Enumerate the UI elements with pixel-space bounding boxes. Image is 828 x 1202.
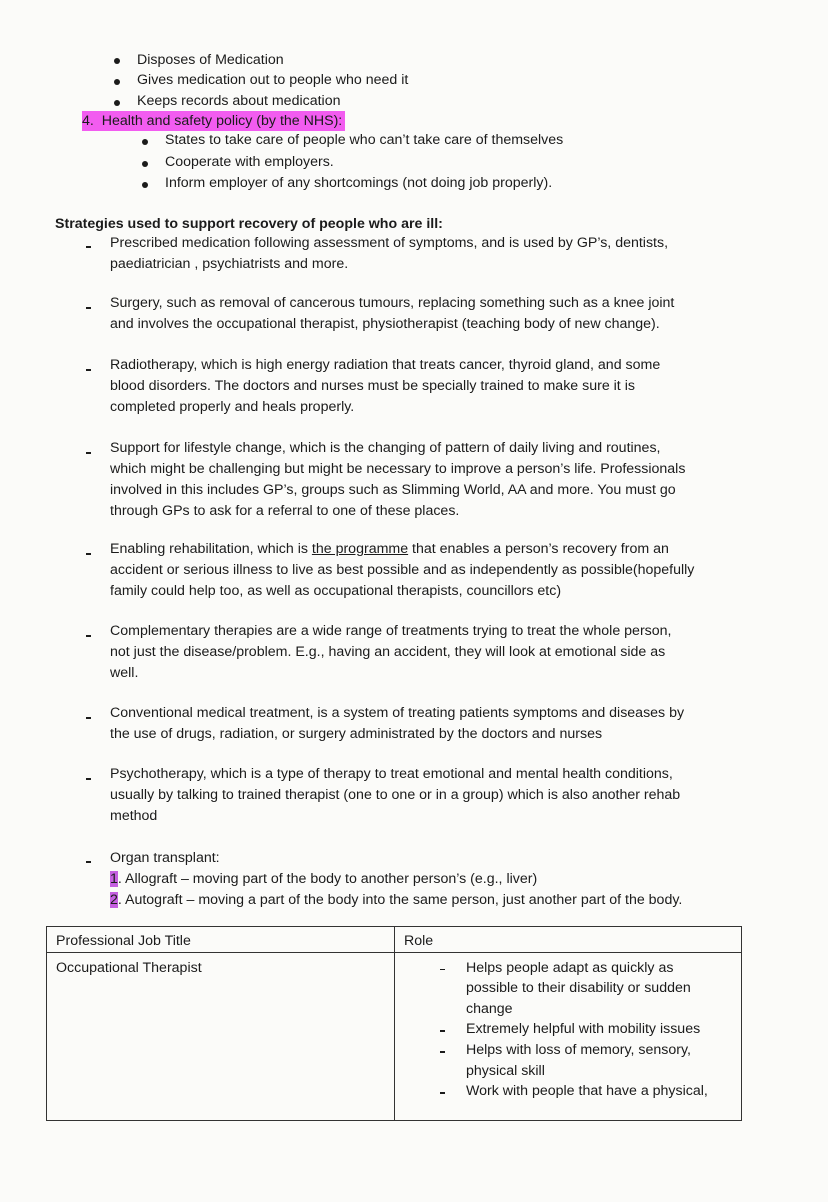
list-item: States to take care of people who can’t take care of themselves [165, 132, 564, 148]
table-row [47, 952, 742, 1120]
role-line: Helps with loss of memory, sensory, [466, 1041, 691, 1058]
list-item: Disposes of Medication [137, 52, 284, 68]
dash-bullet [86, 553, 91, 555]
strategy-line: completed properly and heals properly. [110, 399, 355, 415]
strategy-line: the use of drugs, radiation, or surgery administrated by the doctors and nurses [110, 726, 603, 742]
underlined-text: the programme [311, 541, 409, 557]
strategy-item [110, 539, 760, 602]
strategy-line: Support for lifestyle change, which is the changing of pattern of daily living and routines, [110, 440, 661, 456]
strategy-line: which might be challenging but might be necessary to improve a person’s life. Professionals [110, 461, 686, 477]
strategy-item [110, 703, 760, 745]
bullet-dot [142, 182, 148, 188]
role-item [430, 1019, 733, 1040]
highlighted-number: 1 [110, 871, 118, 887]
highlighted-list-item [82, 111, 345, 131]
rehab-text: Enabling rehabilitation, which is [110, 541, 312, 557]
roles-table [46, 926, 742, 1121]
job-title-cell: Occupational Therapist [47, 952, 395, 1120]
organ-text: . Autograft – moving a part of the body into the same person, just another part of the body. [117, 892, 683, 908]
dash-bullet [86, 717, 91, 719]
highlighted-number: 2 [110, 892, 118, 908]
header-role: Role [395, 927, 742, 953]
strategy-line: through GPs to ask for a referral to one of these places. [110, 503, 460, 519]
list-item: Cooperate with employers. [165, 154, 334, 170]
strategy-line: paediatrician , psychiatrists and more. [110, 256, 349, 272]
strategy-line: Radiotherapy, which is high energy radiation that treats cancer, thyroid gland, and some [110, 357, 661, 373]
list-item: Gives medication out to people who need it [137, 72, 409, 88]
role-item [430, 1081, 733, 1102]
strategy-line: well. [110, 665, 139, 681]
strategy-line: Prescribed medication following assessment of symptoms, and is used by GP’s, dentists, [110, 235, 669, 251]
health-safety-policy-label: Health and safety policy (by the NHS): [101, 113, 343, 129]
strategy-item [110, 233, 760, 275]
strategy-item [110, 355, 760, 418]
list-item: Keeps records about medication [137, 93, 341, 109]
organ-line [110, 869, 760, 890]
role-line: Helps people adapt as quickly as [466, 959, 674, 976]
strategy-line: Complementary therapies are a wide range of treatments trying to treat the whole person, [110, 623, 672, 639]
role-line: physical skill [466, 1062, 545, 1079]
strategy-line: blood disorders. The doctors and nurses must be specially trained to make sure it is [110, 378, 635, 394]
section-heading: Strategies used to support recovery of people who are ill: [55, 216, 443, 232]
role-cell [395, 952, 742, 1120]
strategy-line [110, 539, 760, 560]
bullet-dot [142, 139, 148, 145]
role-line: change [466, 1000, 513, 1017]
strategy-line: usually by talking to trained therapist (one to one or in a group) which is also another rehab [110, 787, 681, 803]
dash-bullet [86, 246, 91, 248]
strategy-item [110, 293, 760, 335]
role-line: Extremely helpful with mobility issues [466, 1021, 701, 1038]
strategy-item [110, 848, 760, 911]
organ-line [110, 890, 760, 911]
bullet-dot [142, 161, 148, 167]
strategy-line: and involves the occupational therapist, physiotherapist (teaching body of new change). [110, 316, 660, 332]
bullet-dot [114, 58, 120, 64]
role-list [404, 958, 733, 1102]
role-line: possible to their disability or sudden [466, 980, 691, 997]
strategy-line: involved in this includes GP’s, groups such as Slimming World, AA and more. You must go [110, 482, 676, 498]
dash-bullet [86, 635, 91, 637]
dash-bullet [86, 452, 91, 454]
header-job-title: Professional Job Title [47, 927, 395, 953]
strategy-item [110, 621, 760, 684]
organ-text: . Allograft – moving part of the body to another person’s (e.g., liver) [117, 871, 538, 887]
role-line: Work with people that have a physical, [466, 1083, 708, 1100]
organ-transplant-label: Organ transplant: [110, 850, 220, 866]
table-header-row [47, 927, 742, 953]
dash-bullet [86, 369, 91, 371]
role-item [430, 958, 733, 1020]
dash-bullet [86, 307, 91, 309]
strategy-item [110, 438, 760, 522]
strategy-line: not just the disease/problem. E.g., having an accident, they will look at emotional side as [110, 644, 666, 660]
strategy-line: accident or serious illness to live as best possible and as independently as possible(hopefully [110, 562, 695, 578]
strategy-line: Psychotherapy, which is a type of therapy to treat emotional and mental health conditions, [110, 766, 673, 782]
dash-bullet [86, 861, 91, 863]
strategy-line: Conventional medical treatment, is a system of treating patients symptoms and diseases by [110, 705, 685, 721]
strategy-item [110, 764, 760, 827]
strategy-line: Surgery, such as removal of cancerous tumours, replacing something such as a knee joint [110, 295, 675, 311]
bullet-dot [114, 100, 120, 106]
rehab-text: that enables a person’s recovery from an [408, 541, 669, 557]
list-item: Inform employer of any shortcomings (not doing job properly). [165, 175, 553, 191]
strategy-line: family could help too, as well as occupational therapists, councillors etc) [110, 583, 562, 599]
list-number: 4. [82, 113, 94, 129]
bullet-dot [114, 79, 120, 85]
role-item [430, 1040, 733, 1081]
strategy-line: method [110, 808, 158, 824]
dash-bullet [86, 778, 91, 780]
